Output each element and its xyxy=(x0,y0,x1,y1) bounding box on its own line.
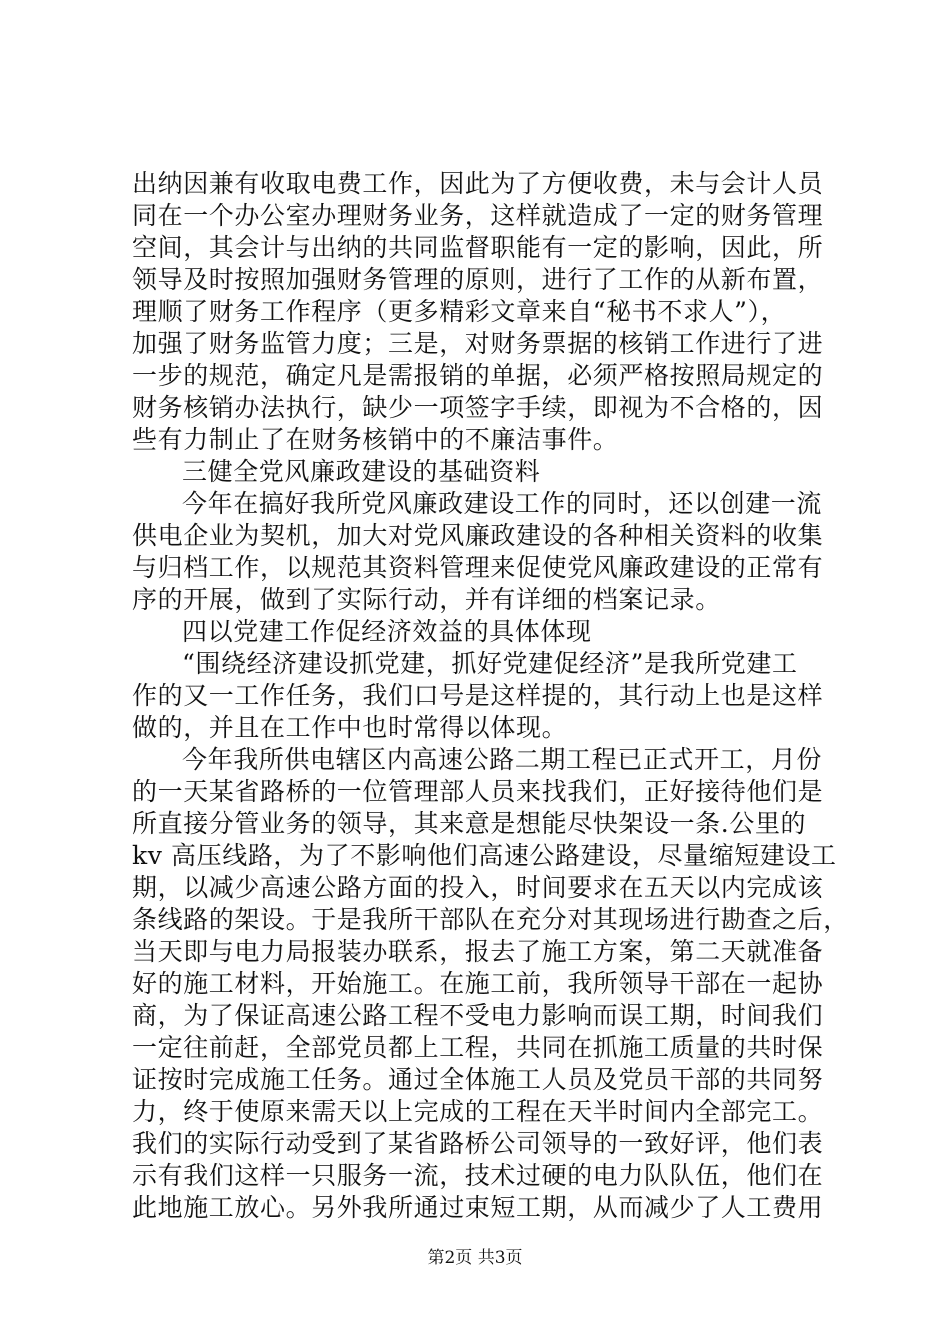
text-line: 出纳因兼有收取电费工作，因此为了方便收费，未与会计人员 xyxy=(132,169,824,198)
paragraph-start-line: 今年我所供电辖区内高速公路二期工程已正式开工，月份 xyxy=(182,745,823,774)
text-line: 力，终于使原来需天以上完成的工程在天半时间内全部完工。 xyxy=(132,1097,824,1126)
text-line: 做的，并且在工作中也时常得以体现。 xyxy=(132,713,568,742)
text-line: 我们的实际行动受到了某省路桥公司领导的一致好评，他们表 xyxy=(132,1129,824,1158)
text-line: kv 高压线路，为了不影响他们高速公路建设，尽量缩短建设工 xyxy=(132,841,837,870)
text-line: 理顺了财务工作程序（更多精彩文章来自“秘书不求人”）， xyxy=(132,297,787,326)
text-line: 同在一个办公室办理财务业务，这样就造成了一定的财务管理 xyxy=(132,201,824,230)
text-line: 财务核销办法执行，缺少一项签字手续，即视为不合格的，因 xyxy=(132,393,824,422)
text-line: 所直接分管业务的领导，其来意是想能尽快架设一条.公里的 xyxy=(132,809,807,838)
text-line: 与归档工作，以规范其资料管理来促使党风廉政建设的正常有 xyxy=(132,553,824,582)
text-line: 领导及时按照加强财务管理的原则，进行了工作的从新布置， xyxy=(132,265,824,294)
text-line: 好的施工材料，开始施工。在施工前，我所领导干部在一起协 xyxy=(132,969,824,998)
text-line: 证按时完成施工任务。通过全体施工人员及党员干部的共同努 xyxy=(132,1065,824,1094)
text-line: 作的又一工作任务，我们口号是这样提的，其行动上也是这样 xyxy=(132,681,824,710)
text-line: 条线路的架设。于是我所干部队在充分对其现场进行勘查之后， xyxy=(132,905,849,934)
text-line: 些有力制止了在财务核销中的不廉洁事件。 xyxy=(132,425,619,454)
text-line: 一步的规范，确定凡是需报销的单据，必须严格按照局规定的 xyxy=(132,361,824,390)
paragraph-start-line: 今年在搞好我所党风廉政建设工作的同时，还以创建一流 xyxy=(182,489,823,518)
text-line: 期，以减少高速公路方面的投入，时间要求在五天以内完成该 xyxy=(132,873,824,902)
section-heading: 三健全党风廉政建设的基础资料 xyxy=(182,457,541,486)
text-line: 一定往前赶，全部党员都上工程，共同在抓施工质量的共时保 xyxy=(132,1033,824,1062)
text-line: 供电企业为契机，加大对党风廉政建设的各种相关资料的收集 xyxy=(132,521,824,550)
text-line: 此地施工放心。另外我所通过束短工期，从而减少了人工费用 xyxy=(132,1193,824,1222)
text-line: 示有我们这样一只服务一流，技术过硬的电力队队伍，他们在 xyxy=(132,1161,824,1190)
paragraph-start-line: “围绕经济建设抓党建，抓好党建促经济”是我所党建工 xyxy=(182,649,798,678)
section-heading: 四以党建工作促经济效益的具体体现 xyxy=(182,617,592,646)
text-line: 当天即与电力局报装办联系，报去了施工方案，第二天就准备 xyxy=(132,937,824,966)
document-body xyxy=(132,168,849,1224)
text-line: 商，为了保证高速公路工程不受电力影响而误工期，时间我们 xyxy=(132,1001,824,1030)
text-line: 空间，其会计与出纳的共同监督职能有一定的影响，因此，所 xyxy=(132,233,824,262)
text-line: 序的开展，做到了实际行动，并有详细的档案记录。 xyxy=(132,585,721,614)
text-line: 加强了财务监管力度；三是，对财务票据的核销工作进行了进 xyxy=(132,329,824,358)
page-number-footer: 第2页 共3页 xyxy=(427,1248,523,1268)
text-line: 的一天某省路桥的一位管理部人员来找我们，正好接待他们是 xyxy=(132,777,824,806)
